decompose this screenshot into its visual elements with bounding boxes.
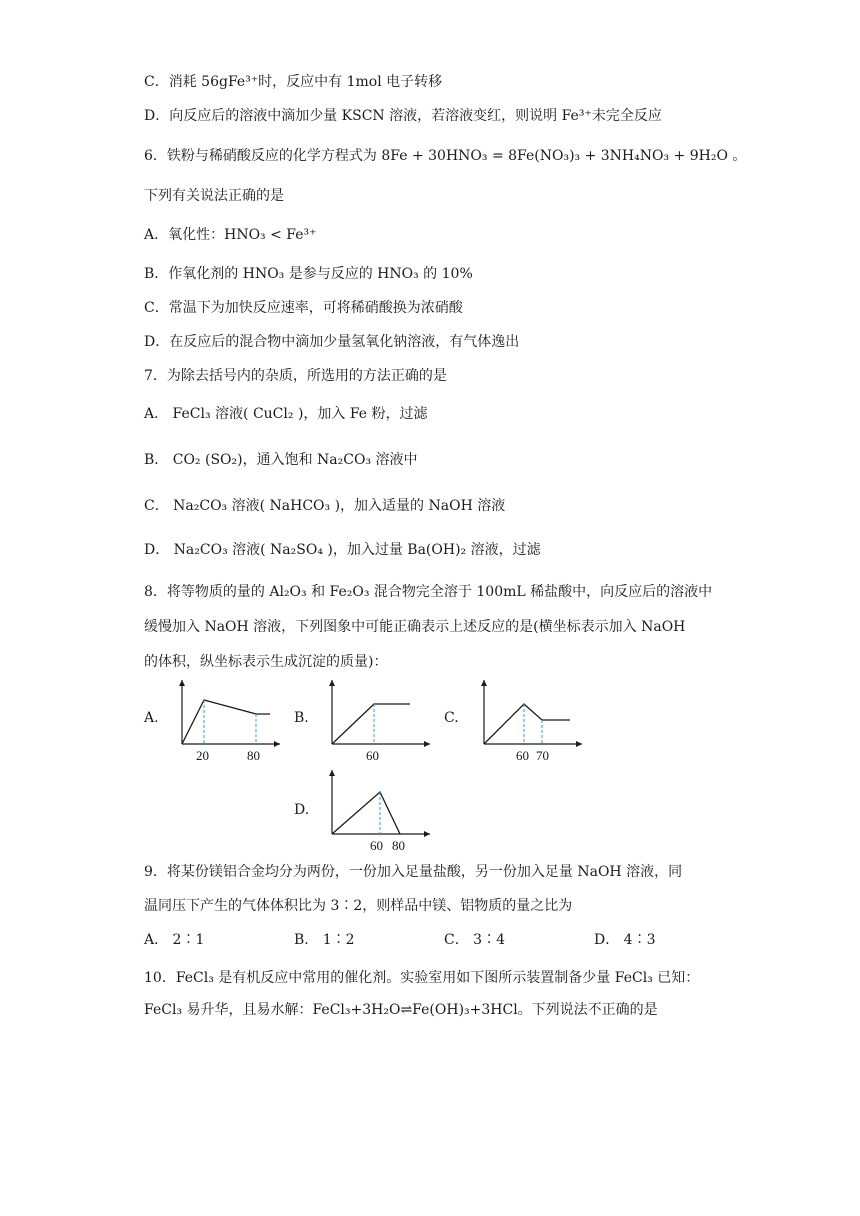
graph-a-tick-1: 20: [196, 748, 209, 763]
graph-d: [320, 766, 440, 856]
q8-stem: 8．将等物质的量的 Al₂O₃ 和 Fe₂O₃ 混合物完全溶于 100mL 稀盐酸中，向反应后的溶液中: [144, 584, 713, 600]
q9-option-b: B． 1∶2: [294, 932, 355, 948]
q8-stem-cont: 缓慢加入 NaOH 溶液，下列图象中可能正确表示上述反应的是(横坐标表示加入 NaOH: [144, 619, 686, 635]
q6-stem: 6．铁粉与稀硝酸反应的化学方程式为 8Fe + 30HNO₃ = 8Fe(NO₃)₃ + 3NH₄NO₃ + 9H₂O 。: [144, 148, 747, 164]
q7-option-b: B． CO₂ (SO₂)，通入饱和 Na₂CO₃ 溶液中: [144, 452, 418, 468]
q6-option-c: C．常温下为加快反应速率，可将稀硝酸换为浓硝酸: [144, 300, 463, 316]
q6-option-d: D．在反应后的混合物中滴加少量氢氧化钠溶液，有气体逸出: [144, 334, 520, 350]
graph-c-tick-2: 70: [536, 748, 549, 763]
q6-option-b: B．作氧化剂的 HNO₃ 是参与反应的 HNO₃ 的 10%: [144, 266, 473, 282]
q5-option-d: D．向反应后的溶液中滴加少量 KSCN 溶液，若溶液变红，则说明 Fe³⁺未完全反应: [144, 108, 662, 124]
q9-option-a: A． 2∶1: [144, 932, 205, 948]
q10-stem: 10．FeCl₃ 是有机反应中常用的催化剂。实验室用如下图所示装置制备少量 FeCl₃ 已知：: [144, 970, 700, 986]
q7-option-a: A． FeCl₃ 溶液( CuCl₂ )，加入 Fe 粉，过滤: [144, 406, 428, 422]
q9-stem-cont: 温同压下产生的气体体积比为 3∶2，则样品中镁、铝物质的量之比为: [144, 898, 573, 914]
q6-option-a: A．氧化性：HNO₃ < Fe³⁺: [144, 227, 317, 243]
q8-stem-cont2: 的体积，纵坐标表示生成沉淀的质量)：: [144, 654, 388, 670]
graph-c-tick-1: 60: [516, 748, 529, 763]
graph-d-label: D.: [294, 802, 310, 818]
q5-option-c: C．消耗 56gFe³⁺时，反应中有 1mol 电子转移: [144, 74, 443, 90]
graph-d-tick-1: 60: [370, 838, 383, 853]
graph-a-tick-2: 80: [247, 748, 260, 763]
q7-option-c: C． Na₂CO₃ 溶液( NaHCO₃ )，加入适量的 NaOH 溶液: [144, 498, 506, 514]
q9-option-d: D． 4∶3: [594, 932, 656, 948]
graph-a: [170, 676, 290, 766]
q6-stem-cont: 下列有关说法正确的是: [144, 188, 284, 204]
graph-b-tick-1: 60: [366, 748, 379, 763]
graph-c: [472, 676, 592, 766]
q7-option-d: D． Na₂CO₃ 溶液( Na₂SO₄ )，加入过量 Ba(OH)₂ 溶液，过滤: [144, 542, 541, 558]
graph-b-label: B.: [294, 710, 309, 726]
graph-b: [320, 676, 440, 766]
graph-c-label: C.: [444, 710, 459, 726]
q9-option-c: C． 3∶4: [444, 932, 505, 948]
q9-stem: 9．将某份镁铝合金均分为两份，一份加入足量盐酸，另一份加入足量 NaOH 溶液，同: [144, 864, 683, 880]
q7-stem: 7．为除去括号内的杂质，所选用的方法正确的是: [144, 368, 447, 384]
graph-d-tick-2: 80: [392, 838, 405, 853]
graph-a-label: A.: [144, 710, 159, 726]
q10-stem-cont: FeCl₃ 易升华，且易水解：FeCl₃+3H₂O⇌Fe(OH)₃+3HCl。下列说法不正确的是: [144, 1002, 658, 1018]
